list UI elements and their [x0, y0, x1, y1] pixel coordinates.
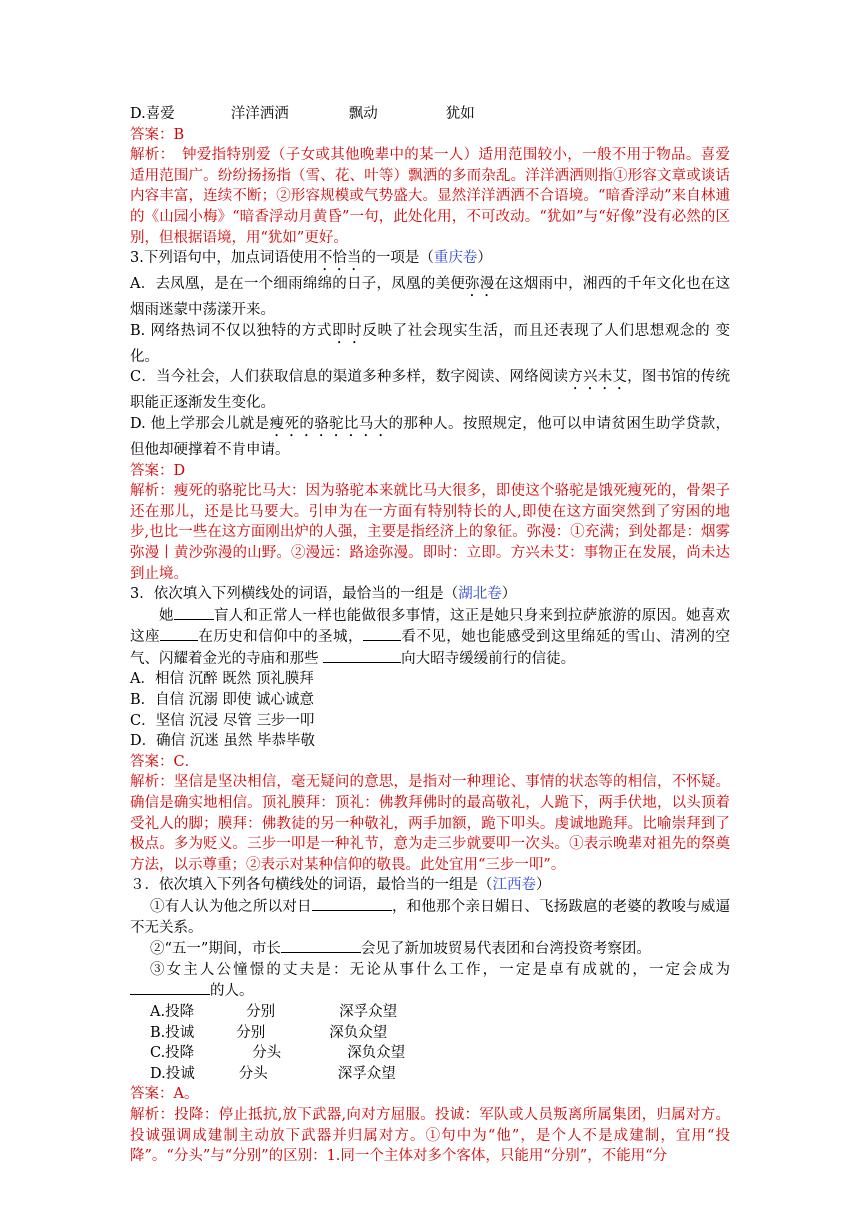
q3b-analysis: 解析：坚信是坚决相信，毫无疑问的意思，是指对一种理论、事情的状态等的相信，不怀疑。确信是确实地相信。顶礼膜拜：顶礼：佛教拜佛时的最高敬礼，人跪下，两手伏地，以头顶着受礼人的脚；膜拜：佛教徒的另一种敬礼，两手加额，跪下叩头。虔诚地跪拜。比喻崇拜到了极点。多为贬义。三步一叩是一种礼节，意为走三步就要叩一次头。①表示晚辈对祖先的祭奠方法，以示尊重；②表示对某种信仰的敬畏。此处宜用“三步一叩”。 [130, 774, 730, 873]
q3b-option-b: B．自信 沉溺 即使 诚心诚意 [130, 692, 314, 709]
source-label: 重庆卷 [433, 250, 478, 267]
q2-analysis: 解析： 钟爱指特别爱（子女或其他晚辈中的某一人）适用范围较小，一般不用于物品。喜爱适用范围广。纷纷扬扬指（雪、花、叶等）飘洒的多而杂乱。洋洋洒洒则指①形容文章或谈话内容丰富，连续不断；②形容规模或气势盛大。显然洋洋洒洒不合语境。“暗香浮动”来自林逋的《山园小梅》“暗香浮动月黄昏”一句，此处化用，不可改动。“犹如”与“好像”没有必然的区别，但根据语境，用“犹如”更好。 [130, 147, 730, 246]
q3c-sentence-2: ②“五一”期间，市长 会见了新加坡贸易代表团和台湾投资考察团。 [130, 938, 730, 960]
q3c-analysis: 解析：投降：停止抵抗,放下武器,向对方屈服。投诚：军队或人员叛离所属集团，归属对方。投诚强调成建制主动放下武器并归属对方。①句中为“他”，是个人不是成建制，宜用“投降”。“分头”与“分别”的区别：1.同一个主体对多个客体，只能用“分别”，不能用“分 [130, 1106, 730, 1165]
q3b-option-d: D．确信 沉迷 虽然 毕恭毕敬 [130, 733, 315, 750]
q3c-stem: ３．依次填入下列各句横线处的词语，最恰当的一组是（江西卷） [130, 877, 551, 894]
document-page [130, 104, 730, 1167]
source-label: 湖北卷 [458, 586, 502, 603]
q3b-option-c: C．坚信 沉浸 尽管 三步一叩 [130, 712, 315, 729]
q2-answer: 答案：B [130, 126, 185, 143]
q3c-sentence-1: ①有人认为他之所以对日 ，和他那个亲日媚日、飞扬跋扈的老婆的教唆与威逼不无关系。 [130, 896, 730, 938]
source-label: 江西卷 [492, 877, 536, 894]
q3b-passage: 她 盲人和正常人一样也能做很多事情，这正是她只身来到拉萨旅游的原因。她喜欢这座 在历史和信仰中的圣城， 看不见，她也能感受到这里绵延的雪山、清冽的空气、闪耀着金光的寺庙和那些 向大昭寺缓缓前行的信徒。 [130, 605, 730, 670]
q3a-stem: 3.下列语句中，加点词语使用不恰当的一项是（重庆卷） [130, 250, 492, 267]
q3c-option-c: C.投降 分头 深负众望 [150, 1045, 406, 1062]
q3c-option-d: D.投诚 分头 深孚众望 [150, 1065, 396, 1082]
q2-option-d: D.喜爱 洋洋洒洒 飘动 犹如 [130, 106, 475, 122]
q3a-option-b: B. 网络热词不仅以独特的方式即时反映了社会现实生活，而且还表现了人们思想观念的 变化。 [130, 322, 731, 365]
q3a-analysis: 解析：瘦死的骆驼比马大：因为骆驼本来就比马大很多，即使这个骆驼是饿死瘦死的，骨架子还在那儿，还是比马要大。引申为在一方面有特别特长的人,即使在这方面突然到了穷困的地步,也比一些在这方面刚出炉的人强，主要是指经济上的象征。弥漫：①充满；到处都是：烟雾弥漫丨黄沙弥漫的山野。②漫远：路途弥漫。即时：立即。方兴未艾：事物正在发展，尚未达到止境。 [130, 483, 730, 582]
q3a-option-a: A．去凤凰，是在一个细雨绵绵的日子，凤凰的美便弥漫在这烟雨中，湘西的千年文化也在这烟雨迷蒙中荡漾开来。 [130, 276, 731, 319]
q3c-sentence-3: ③女主人公憧憬的丈夫是：无论从事什么工作，一定是卓有成就的，一定会成为的人。 [130, 960, 730, 1002]
q3b-stem: 3．依次填入下列横线处的词语，最恰当的一组是（湖北卷） [130, 586, 517, 603]
q3b-answer: 答案：C． [130, 753, 200, 770]
q3c-option-a: A.投降 分别 深孚众望 [150, 1003, 398, 1020]
q3c-option-b: B.投诚 分别 深负众望 [150, 1024, 388, 1041]
q3c-answer: 答案：A。 [130, 1086, 199, 1103]
q3a-option-d: D. 他上学那会儿就是瘦死的骆驼比马大的那种人。按照规定，他可以申请贫困生助学贷款，但他却硬撑着不肯申请。 [130, 415, 731, 458]
q3a-answer: 答案：D [130, 462, 186, 479]
q3b-option-a: A．相信 沉醉 既然 顶礼膜拜 [130, 671, 314, 688]
q3a-option-c: C．当今社会，人们获取信息的渠道多种多样，数字阅读、网络阅读方兴未艾，图书馆的传统职能正逐渐发生变化。 [130, 369, 731, 412]
